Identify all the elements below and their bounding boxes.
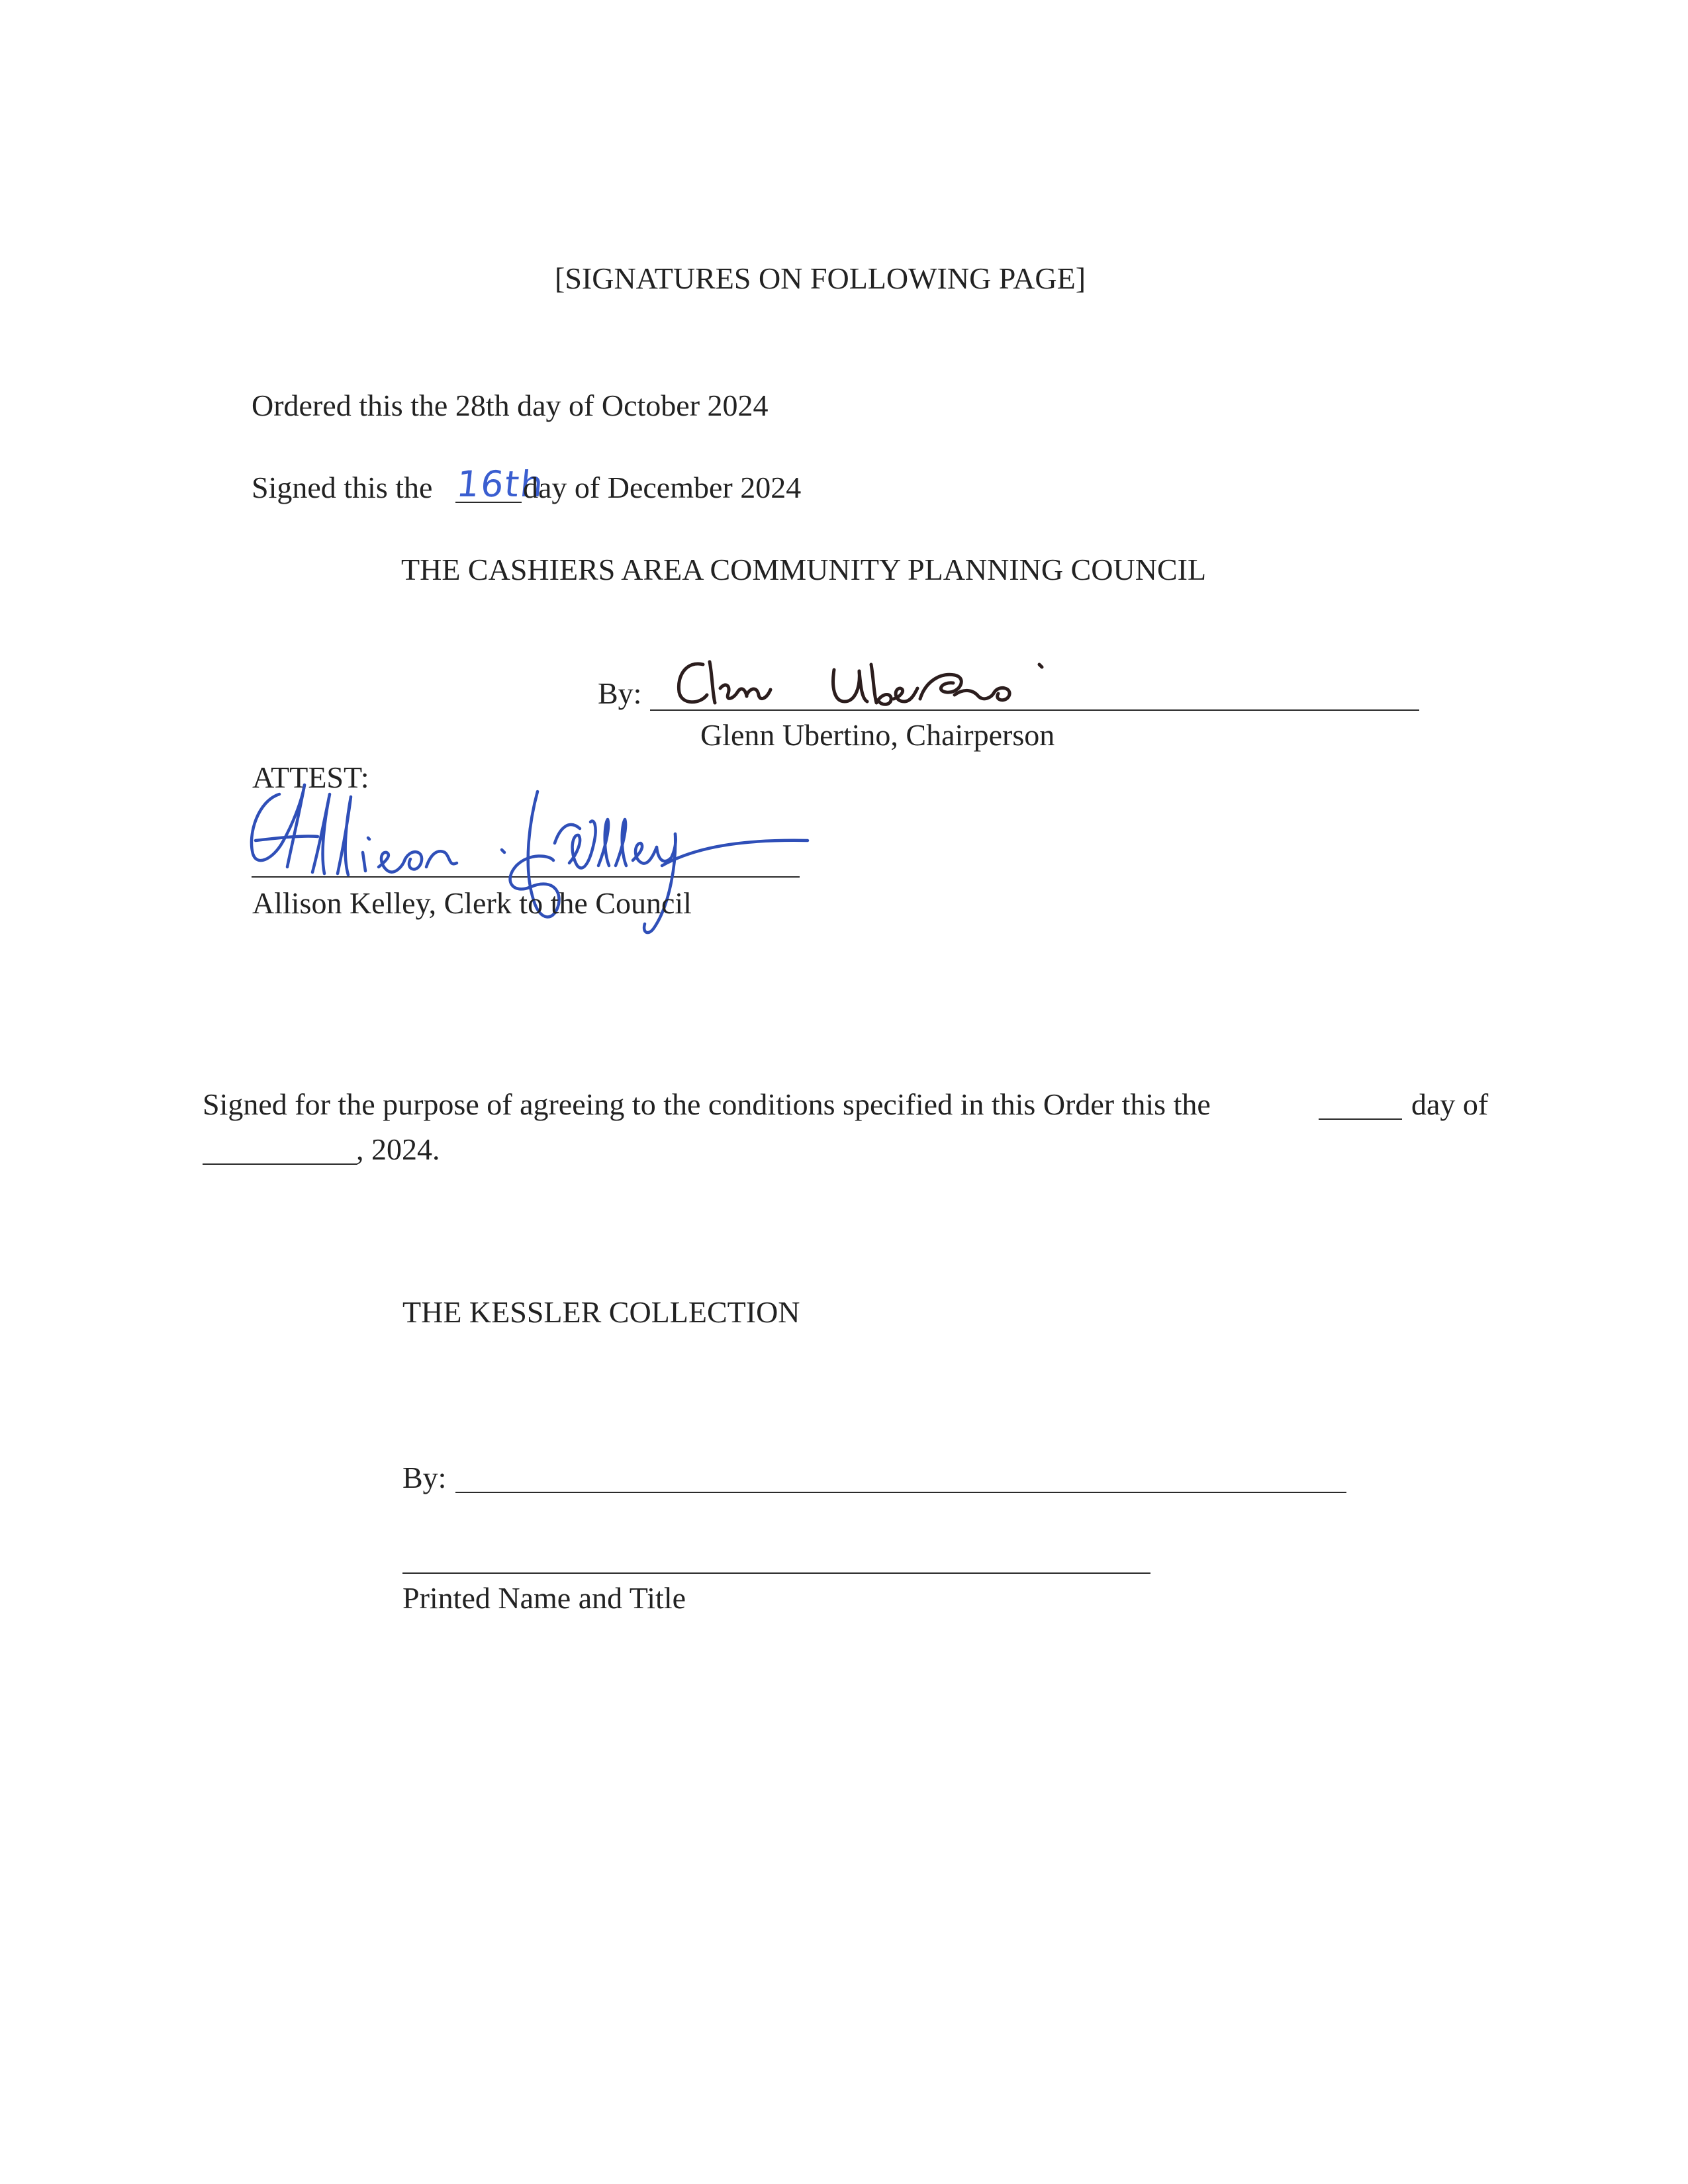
printed-name-caption: Printed Name and Title [402, 1581, 686, 1615]
agreement-day-of: day of [1411, 1087, 1489, 1121]
council-name: THE CASHIERS AREA COMMUNITY PLANNING COUNCIL [401, 553, 1207, 586]
printed-name-line [402, 1572, 1150, 1574]
agreement-line-1: Signed for the purpose of agreeing to the conditions specified in this Order this the [203, 1087, 1211, 1121]
clerk-caption: Allison Kelley, Clerk to the Council [252, 886, 692, 920]
kessler-name: THE KESSLER COLLECTION [402, 1295, 800, 1329]
signatures-notice: [SIGNATURES ON FOLLOWING PAGE] [555, 261, 1086, 295]
chairperson-caption: Glenn Ubertino, Chairperson [700, 718, 1055, 752]
ordered-date-line: Ordered this the 28th day of October 2024 [252, 388, 769, 422]
attest-label: ATTEST: [252, 760, 369, 794]
agreement-month-blank [203, 1163, 357, 1165]
signed-day-handwritten: 16th [454, 463, 547, 505]
signed-prefix: Signed this the [252, 471, 433, 504]
agreement-day-blank [1319, 1118, 1402, 1120]
signed-suffix: day of December 2024 [523, 471, 802, 504]
agreement-year: , 2024. [356, 1132, 440, 1166]
chairperson-signature [669, 655, 1132, 721]
kessler-signature-line [455, 1492, 1346, 1493]
kessler-by-label: By: [402, 1461, 447, 1494]
council-by-label: By: [598, 676, 642, 710]
